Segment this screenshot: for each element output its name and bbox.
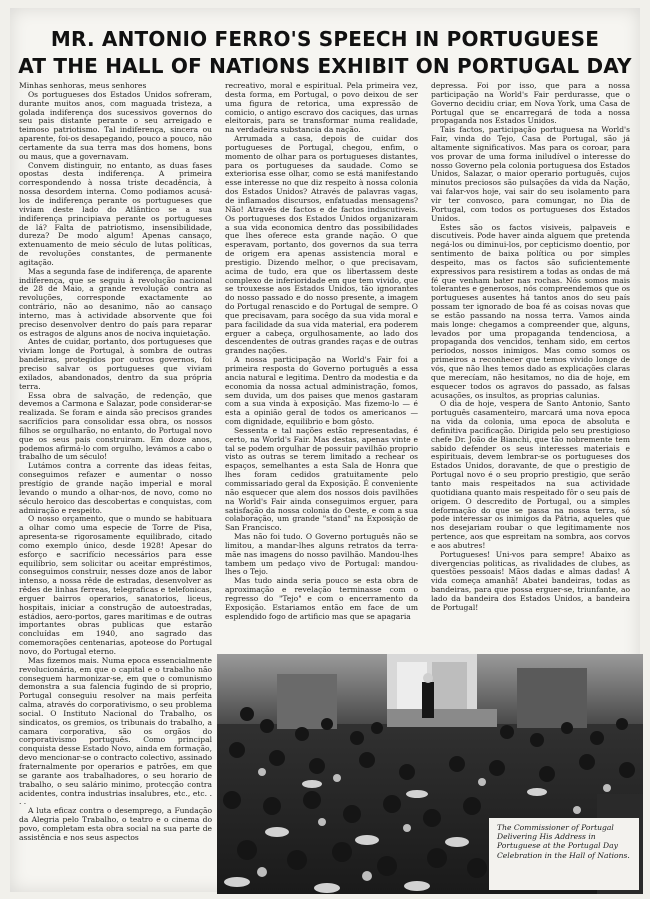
paragraph: Antes de cuidar, portanto, dos portugueses que viviam longe de Portugal, à sombra de outras bandeiras, protegidos por outros governos, foi preciso salvar os portugueses que viviam exilados, abandonados, dentro da sua própria terra. [19, 337, 212, 391]
photo-caption: The Commissioner of Portugal Delivering His Address in Portuguese at the Portugal Day Celebration in the Hall of Nations. [489, 818, 639, 890]
headline-line-2: AT THE HALL OF NATIONS EXHIBIT ON PORTUGAL DAY [18, 54, 632, 78]
paragraph: Convem distinguir, no entanto, as duas fases opostas desta indiferença. A primeira correspondendo à nossa triste decadência, à nossa desordem interna. Como podiamos acusá-los de indiferença perante os portugueses que viviam deste lado do Atlântico se a sua indiferença principiava perante os portugueses de lá? Falta de patriotismo, insensibilidade, dureza? De modo algum! Apenas cansaço, extenuamento de meio século de lutas políticas, de revoluções constantes, de permanente agitação. [19, 160, 212, 267]
paragraph: A luta eficaz contra o desemprego, a Fundação da Alegria pelo Trabalho, o teatro e o cinema do povo, completam esta obra social na sua parte de assistência e nos seus aspectos [19, 806, 212, 842]
paragraph: O dia de hoje, vespera de Santo Antonio, Santo português casamenteiro, marcará uma nova epoca na vida da colonia, uma epoca de absoluta e definitiva pacificação. Dirigida pelo seu prestigioso chefe Dr. João de Bianchi, que tão nobremente tem sabido defender os seus interesses materiais e espirituais, devem lembrar-se os portugueses dos Estados Unidos, doravante, de que o prestigio de Portugal novo é o seu proprio prestigio, que serão tanto mais respeitados na sua actividade quotidiana quanto mais respeitado fôr o seu país de origem. O descredito de Portugal, ou a simples deformação do que se passa na nossa terra, só pode interessar os inimigos da Pátria, aqueles que nos desejariam roubar o que legitimamente nos pertence, aos que espreitam na sombra, aos corvos e aos abutres! [431, 399, 630, 550]
paragraph: Portugueses! Uni-vos para sempre! Abaixo as divergencias politicas, as rivalidades de clubes, as questões pessoais! Mãos dadas e almas dadas! A vida começa amanhã! Abatei bandeiras, todas as bandeiras, para que possa erguer-se, triunfante, ao lado da bandeira dos Estados Unidos, a bandeira de Portugal! [431, 549, 630, 612]
paragraph: Mas não foi tudo. O Governo português não se limitou, a mandar-lhes alguns retratos da terra-mãe nas imagens do nosso pavilhão. Mandou-lhes tambem um pedaço vivo de Portugal: mandou-lhes o Tejo. [225, 532, 418, 577]
article-column-2 [225, 82, 418, 650]
event-photograph [217, 654, 643, 894]
article-column-1 [19, 82, 212, 892]
paragraph: Mas a segunda fase de indiferença, de aparente indiferença, que se seguiu à revolução nacional de 28 de Maio, a grande revolução contra as revoluções, corresponde exactamente ao contrário, não ao desanimo, não ao cansaço interno, mas à actividade absorvente que foi preciso desenvolver dentro do país para reparar os estragos de alguns anos de nociva inquietação. [19, 266, 212, 338]
headline [0, 26, 650, 80]
paragraph: Essa obra de salvação, de redenção, que devemos a Carmona e Salazar, pode considerar-se realizada. Se foram e ainda são precisos grandes sacrifícios para consolidar essa obra, os nossos filhos se orgulharão, no entanto, do Portugal novo que os seus pais construiram. Em doze anos, podemos afirmá-lo com orgulho, levámos a cabo o trabalho de um século! [19, 390, 212, 462]
paragraph: Mas tudo ainda seria pouco se esta obra de aproximação e revelação terminasse com o regresso do "Tejo" e com o encerramento da Exposição. Estariamos então em face de um esplendido fogo de artificio mas que se apagaria [225, 576, 418, 621]
paragraph: Os portugueses dos Estados Unidos sofreram, durante muitos anos, com maguada tristeza, a golada indiferença dos sucessivos governos do seu pais distante perante o seu arreigado e teimoso patriotismo. Tal indiferença, sincera ou aparente, foi-os desapegando, pouco a pouco, não certamente da sua terra mas dos homens, bons ou maus, que a governavam. [19, 89, 212, 161]
paragraph: depressa. Foi por isso, que para a nossa participação na World's Fair perdurasse, que o Governo decidiu criar, em Nova York, uma Casa de Portugal que se encarregará de toda a nossa propaganda nos Estados Unidos. [431, 82, 630, 126]
paragraph: Sessenta e tal nações estão representadas, é certo, na World's Fair. Mas destas, apenas vinte e tal se podem orgulhar de possuir pavilhão proprio visto as outras se terem limitado a rechear os espaços, semelhantes a esta Sala de Honra que lhes foram cedidos gratuitamente pelo commissariado geral da Exposição. É conveniente não esquecer que alem dos nossos dois pavilhões na World's Fair ainda conseguimos erguer, para satisfação da nossa colonia do Oeste, e com a sua colaboração, um grande "stand" na Exposição de San Francisco. [225, 425, 418, 533]
article-column-3 [431, 82, 630, 650]
paragraph: A nossa participação na World's Fair foi a primeira resposta do Governo português a essa ancia natural e legitima. Dentro da modestia e da economia da nossa actual administração, fomos, sem duvida, um dos paises que menos gastaram com a sua vinda à exposição. Mas fizemo-lo — é esta a opinião geral de todos os americanos — com dignidade, equilibrio e bom gôsto. [225, 355, 418, 427]
paragraph: Arrumada a casa, depois de cuidar dos portugueses de Portugal, chegou, enfim, o momento de olhar para os portugueses distantes, para os portugueses da saudade. Como se exteriorisa esse olhar, como se está manifestando esse interesse no que diz respeito à nossa colonia dos Estados Unidos? Através de palavras vagas, de inflamados discursos, enfatuadas mensagens? Não! Através de factos e de factos indiscutiveis. Os portugueses dos Estados Unidos organizaram a sua vida economica dentro das possibilidades que lhes oferece esta grande nação. O que esperavam, portanto, dos governos da sua terra de origem era apenas assistencia moral e prestigio. Dizendo melhor, o que precisavam, acima de tudo, era que os libertassem deste complexo de inferioridade em que tem vivido, que se trouxesse aos Estados Unidos, tão ignorantes do nosso passado e do nosso presente, a imagem do Portugal renascido e do Portugal de sempre. O que precisavam, para socêgo da sua vida moral e para facilidade da sua vida material, era poderem erguer a cabeça, orgulhosamente, ao lado dos descendentes de outras grandes raças e de outras grandes nações. [225, 134, 418, 356]
paragraph: Lutámos contra a corrente das ideas feitas, conseguimos refazer e aumentar o nosso prestígio de grande nação imperial e moral levando o mundo a olhar-nos, de novo, como no século heroico das descobertas e conquistas, com admiração e respeito. [19, 461, 212, 515]
paragraph: recreativo, moral e espiritual. Pela primeira vez, desta forma, em Portugal, o povo deixou de ser uma figura de retorica, uma expressão de comicio, o antigo escravo dos caciques, das urnas eleitorais, para se transformar numa realidade, na verdadeira substancia da nação. [225, 82, 418, 135]
paragraph: Mas fizemos mais. Numa epoca essencialmente revolucionária, em que o capital e o trabalho não conseguem harmonizar-se, em que o comunismo demonstra a sua falencia fugindo de si proprio, Portugal conseguiu resolver na mais perfeita calma, através do corporativismo, o seu problema social. O Instituto Nacional do Trabalho, os sindicatos, os gremios, os tribunais do trabalho, a camara corporativa, são os orgãos do corporativismo português. Como principal conquista desse Estado Novo, ainda em formação, devo mencionar-se o contracto colectivo, assinado fraternalmente por operarios e patrões, em que se garante aos trabalhadores, o seu horario de trabalho, o seu salário minimo, protecção contra acidentes, contra industrias insalubres, etc., etc. . . . [19, 655, 212, 807]
paragraph: Tais factos, participação portuguesa na World's Fair, vinda do Tejo, Casa de Portugal, são já altamente significativos. Mas para os coroar, para vos provar de uma forma iniludível o interesse do nosso Governo pela colonia portuguesa dos Estados Unidos, Salazar, o maior operario português, cujos minutos preciosos são pulsações da vida da Nação, vai falar-vos hoje, vai sair do seu isolamento para vir ter convosco, para comungar, no Dia de Portugal, com todos os portugueses dos Estados Unidos. [431, 125, 630, 223]
headline-line-1: MR. ANTONIO FERRO'S SPEECH IN PORTUGUESE [50, 27, 600, 51]
paragraph: Estes são os factos visiveis, palpaveis e discutiveis. Pode haver ainda alguem que pretenda negá-los ou diminui-los, por cepticismo doentio, por sentimento de baixa política ou por simples despeito, mas os factos são suficientemente expressivos para resistirem a todas as ondas de má fé que venham bater nas rochas. Nós somos mais tolerantes e generosos, nós compreendemos que os portugueses ausentes há tantos anos do seu país possam ter ignorado de boa fé as coisas novas que se estão passando na nossa terra. Vamos ainda mais longe: chegamos a compreender que, alguns, levados por uma propaganda tendenciosa, a propaganda dos vencidos, tenham sido, em certos periodos, nossos inimigos. Mas como somos os primeiros a reconhecer que temos vivido longe de vós, que não lhes temos dado as explicações claras que merecíam, não hesitamos, no dia de hoje, em esquecer todos os agravos do passado, as falsas acusações, os insultos, as proprias calunias. [431, 222, 630, 400]
paragraph: O nosso orçamento, que o mundo se habituara a olhar como uma especie de Torre de Pisa, apresenta-se rigorosamente equilibrado, citado como exemplo único, desde 1928! Apesar do esforço e sacrifício necessários para esse equilíbrio, sem solicitar ou aceitar empréstimos, conseguimos construir, nesses doze anos de labor intenso, a nossa rêde de estradas, desenvolver as rêdes de linhas ferreas, telegraficas e telefonicas, erguer bairros operarios, sanatorios, liceus, hospitais, iniciar a construção de autoestradas, estádios, aero-portos, gares maritimas e de outras importantes obras publicas que estarão concluídas em 1940, ano sagrado das comemorações centenarias, apoteose do Portugal novo, do Portugal eterno. [19, 514, 212, 656]
paragraph: Minhas senhoras, meus senhores [19, 82, 147, 90]
